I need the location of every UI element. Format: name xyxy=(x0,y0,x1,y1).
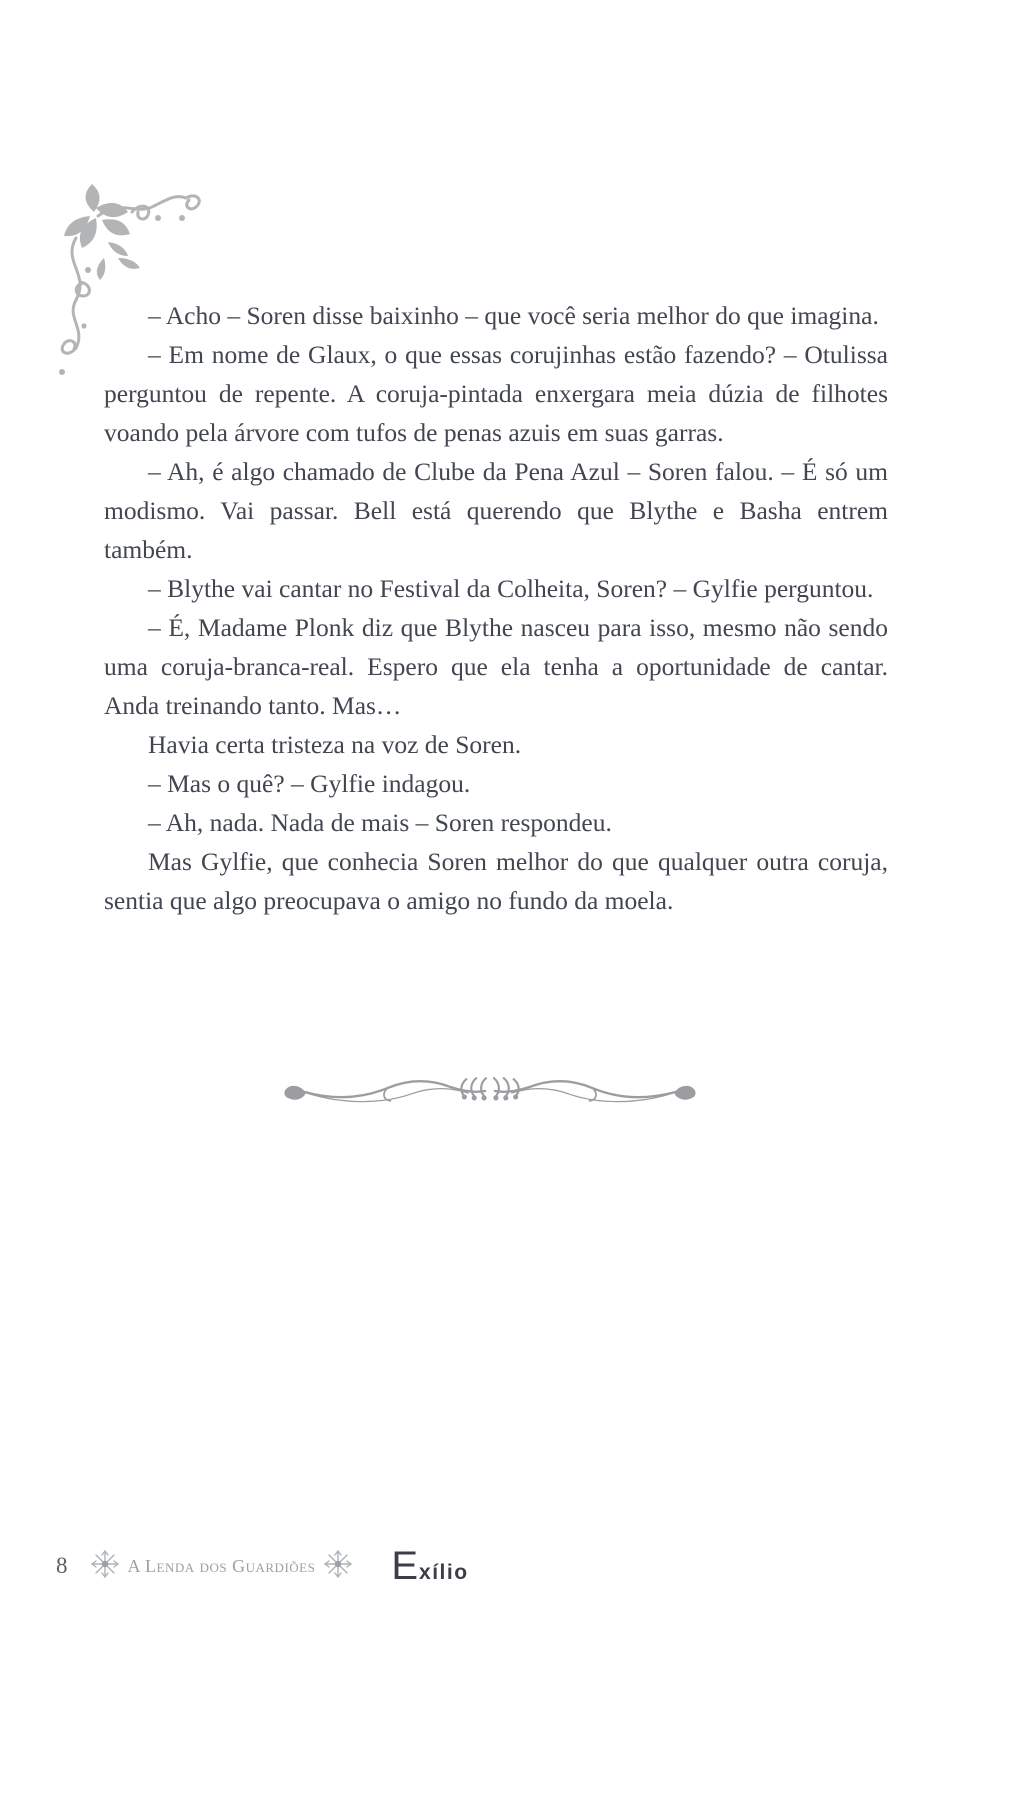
scroll-divider-icon xyxy=(283,1070,697,1117)
snowflake-icon xyxy=(321,1547,355,1586)
paragraph: – Acho – Soren disse baixinho – que você seria melhor do que imagina. xyxy=(148,301,879,330)
page-footer xyxy=(56,1546,469,1586)
paragraph: Havia certa tristeza na voz de Soren. xyxy=(148,730,522,759)
paragraph: – Em nome de Glaux, o que essas corujinhas estão fazendo? – Otulissa perguntou de repente. A coruja-pintada enxergara meia dúzia de filhotes voando pela árvore com tufos de penas azuis em suas garras. xyxy=(104,340,888,447)
paragraph: – Mas o quê? – Gylfie indagou. xyxy=(148,769,471,798)
paragraph: – Blythe vai cantar no Festival da Colheita, Soren? – Gylfie perguntou. xyxy=(148,574,874,603)
paragraph: – Ah, nada. Nada de mais – Soren respondeu. xyxy=(148,808,612,837)
chapter-title-initial: E xyxy=(391,1544,420,1588)
body-text xyxy=(104,296,888,920)
chapter-title xyxy=(391,1546,468,1586)
paragraph: – É, Madame Plonk diz que Blythe nasceu para isso, mesmo não sendo uma coruja-branca-real. Espero que ela tenha a oportunidade de cantar. Anda treinando tanto. Mas… xyxy=(104,613,888,720)
page-number: 8 xyxy=(56,1553,68,1578)
paragraph: – Ah, é algo chamado de Clube da Pena Azul – Soren falou. – É só um modismo. Vai passar. Bell está querendo que Blythe e Basha entrem também. xyxy=(104,457,888,564)
snowflake-icon xyxy=(88,1547,122,1586)
series-title: A Lenda dos Guardiões xyxy=(127,1555,316,1576)
paragraph: Mas Gylfie, que conhecia Soren melhor do que qualquer outra coruja, sentia que algo preocupava o amigo no fundo da moela. xyxy=(104,847,888,915)
chapter-title-rest: xílio xyxy=(419,1561,469,1584)
